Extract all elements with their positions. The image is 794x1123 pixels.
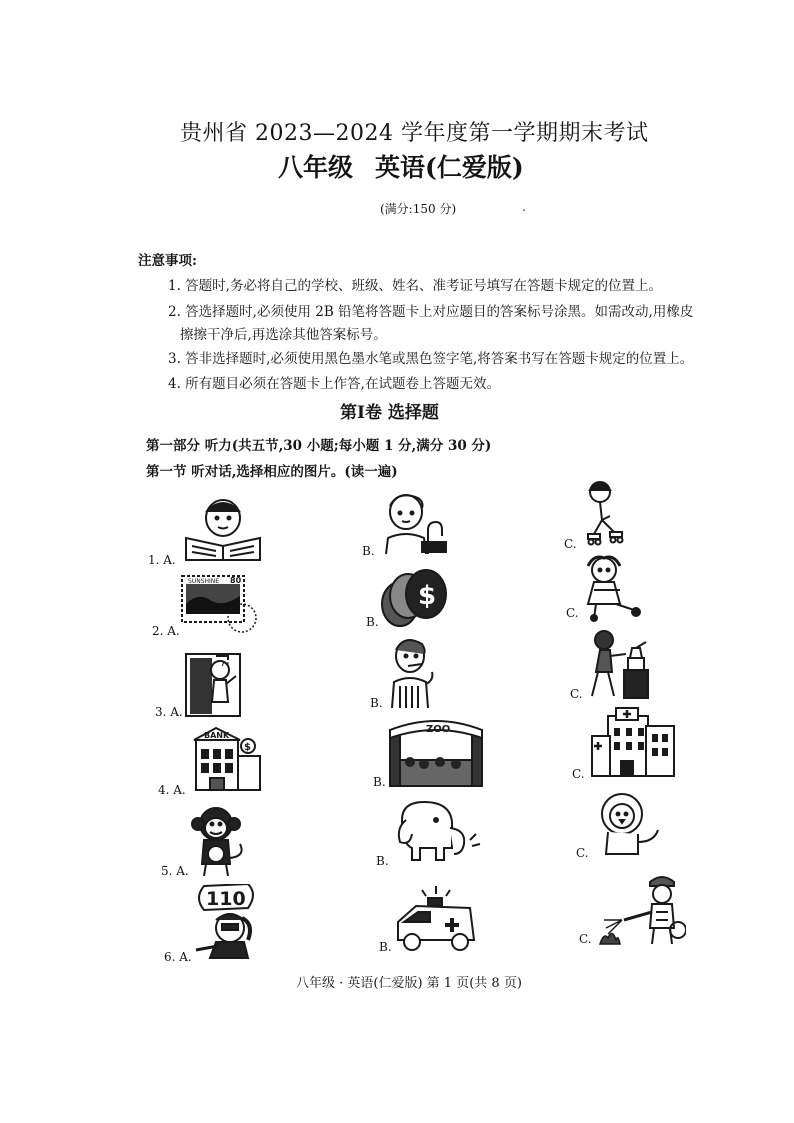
note-item: 1. 答题时,务必将自己的学校、班级、姓名、准考证号填写在答题卡规定的位置上。: [168, 278, 662, 294]
stamp-brand-text: SUNSHINE: [188, 578, 220, 585]
coins-picture: [378, 564, 450, 630]
q6-option-b-label: B.: [379, 940, 392, 954]
bank-building-picture: [188, 726, 264, 794]
note-item: 3. 答非选择题时,必须使用黑色墨水笔或黑色签字笔,将答案书写在答题卡规定的位置上。: [168, 351, 694, 367]
section1-heading: 第一节 听对话,选择相应的图片。(读一遍): [146, 464, 398, 480]
q5-option-c-label: C.: [576, 846, 589, 860]
q3-option-c-label: C.: [570, 687, 583, 701]
boy-washing-hands-picture: [378, 486, 448, 556]
phone-number-text: 110: [206, 888, 246, 910]
part1-heading: 第一部分 听力(共五节,30 小题;每小题 1 分,满分 30 分): [146, 438, 492, 454]
q1-option-a-label: 1. A.: [148, 553, 176, 567]
postage-stamp-picture: [180, 574, 260, 636]
calling-110-picture: [192, 884, 268, 960]
exam-title: 贵州省 2023—2024 学年度第一学期期末考试: [180, 121, 649, 146]
q4-option-b-label: B.: [373, 775, 386, 789]
page-footer: 八年级 · 英语(仁爱版) 第 1 页(共 8 页): [296, 976, 522, 991]
person-showering-picture: [184, 652, 242, 718]
subject: 英语(仁爱版): [375, 153, 524, 182]
q2-option-a-label: 2. A.: [152, 624, 180, 638]
hospital-building-picture: [590, 706, 686, 778]
svg-text:$: $: [418, 581, 437, 611]
zoo-entrance-picture: [388, 716, 484, 788]
q4-option-a-label: 4. A.: [158, 783, 186, 797]
svg-text:$: $: [244, 742, 251, 753]
note-item: 2. 答选择题时,必须使用 2B 铅笔将答题卡上对应题目的答案标号涂黑。如需改动,用橡皮: [168, 304, 694, 320]
boy-reading-book-picture: [180, 494, 266, 562]
doll-picture: [580, 554, 644, 622]
q1-option-b-label: B.: [362, 544, 375, 558]
boy-brushing-teeth-picture: [386, 636, 438, 710]
q5-option-b-label: B.: [376, 854, 389, 868]
bank-sign-text: BANK: [204, 731, 230, 740]
q5-option-a-label: 5. A.: [161, 864, 189, 878]
q4-option-c-label: C.: [572, 767, 585, 781]
note-item: 4. 所有题目必须在答题卡上作答,在试题卷上答题无效。: [168, 376, 500, 392]
elephant-picture: [392, 798, 484, 866]
q3-option-a-label: 3. A.: [155, 705, 183, 719]
volume-title: 第Ⅰ卷 选择题: [340, 403, 439, 423]
q6-option-c-label: C.: [579, 932, 592, 946]
q2-option-c-label: C.: [566, 606, 579, 620]
person-making-coffee-picture: [584, 628, 654, 700]
stray-dot: .: [522, 200, 526, 214]
ambulance-picture: [394, 884, 480, 956]
note-item: 擦擦干净后,再选涂其他答案标号。: [180, 327, 387, 343]
monkey-picture: [190, 806, 250, 878]
zoo-sign-text: ZOO: [426, 724, 451, 735]
firefighter-picture: [596, 872, 686, 946]
q6-option-a-label: 6. A.: [164, 950, 192, 964]
q3-option-b-label: B.: [370, 696, 383, 710]
q2-option-b-label: B.: [366, 615, 379, 629]
q1-option-c-label: C.: [564, 537, 577, 551]
lion-picture: [594, 790, 664, 858]
child-roller-skating-picture: [580, 478, 636, 546]
grade-subject: [278, 148, 524, 184]
full-score: (满分:150 分): [380, 202, 457, 216]
stamp-value-text: 80: [230, 576, 242, 585]
grade: 八年级: [278, 153, 354, 182]
notes-heading: 注意事项:: [138, 253, 197, 269]
